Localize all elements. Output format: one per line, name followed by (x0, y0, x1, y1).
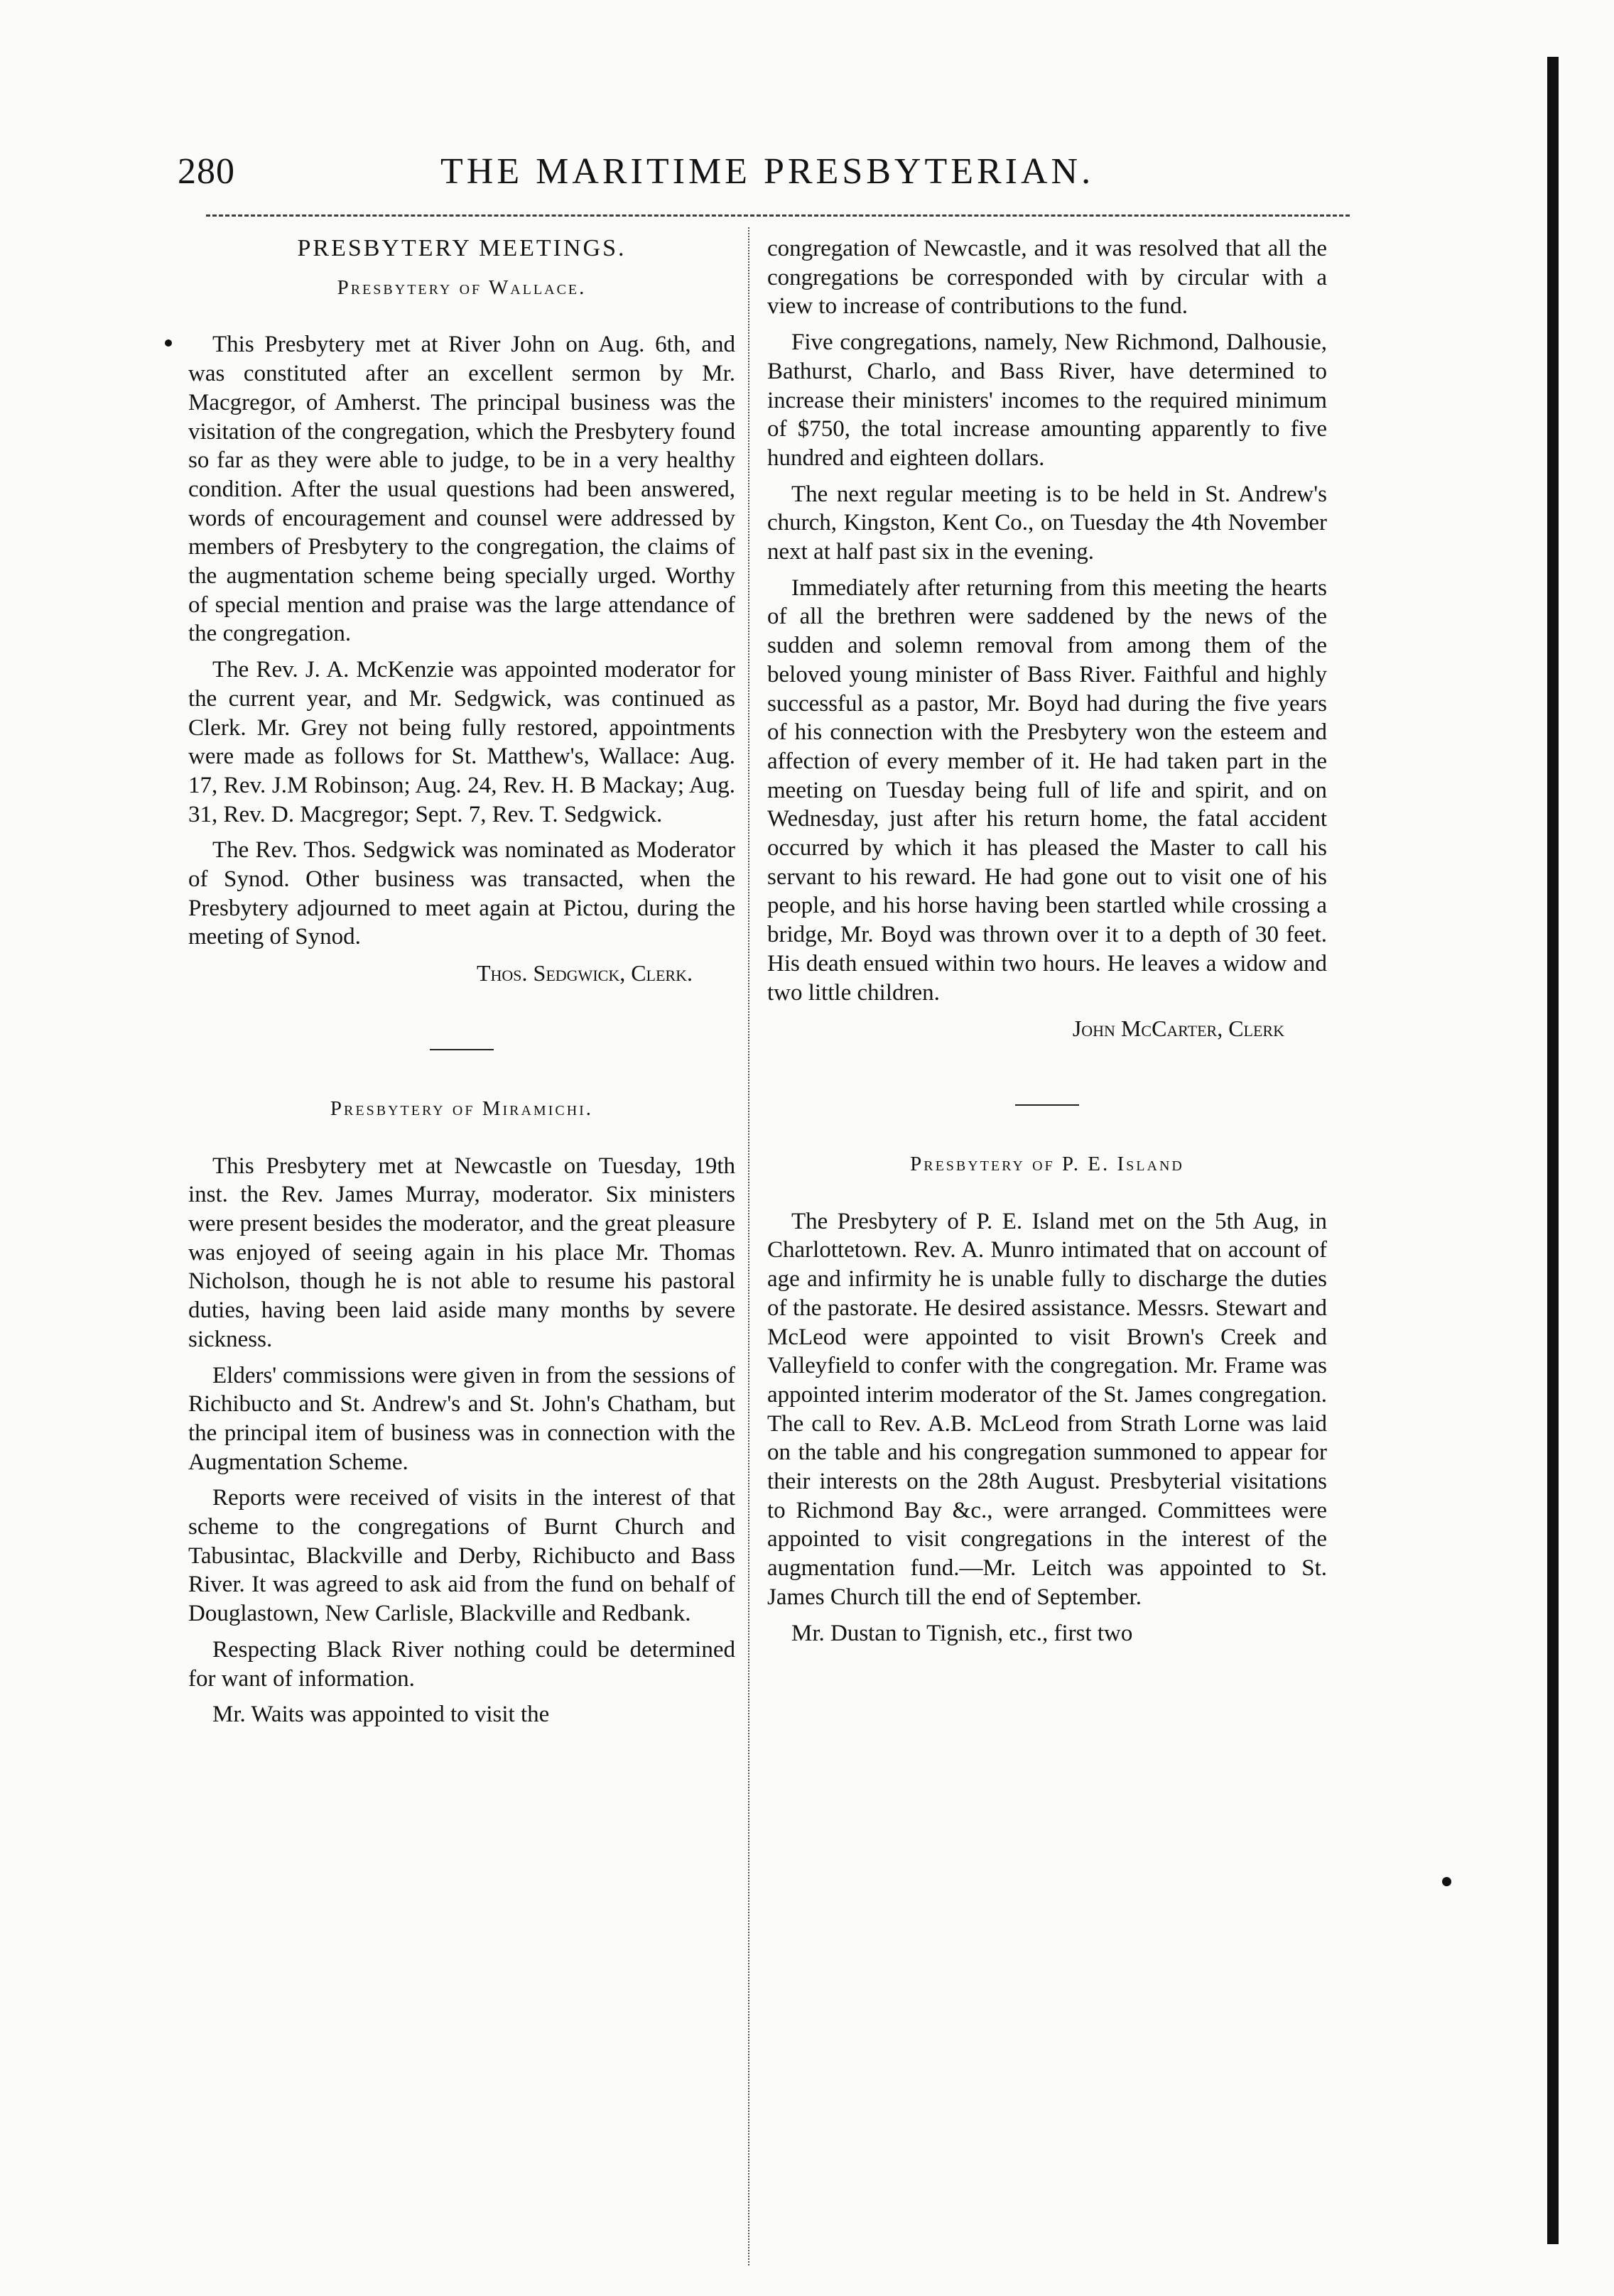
article-paragraph: Elders' commissions were given in from the sessions of Richibucto and St. Andrew's and St. John's Chatham, but the principal item of business was in connection with the Augmentation Scheme. (188, 1362, 735, 1475)
left-column (188, 234, 735, 1736)
article-paragraph: The Rev. J. A. McKenzie was appointed moderator for the current year, and Mr. Sedgwick, was continued as Clerk. Mr. Grey not being fully restored, appointments were made as follows for St. Matthew's, Wallace: Aug. 17, Rev. J.M Robinson; Aug. 24, Rev. H. B Mackay; Aug. 31, Rev. D. Macgregor; Sept. 7, Rev. T. Sedgwick. (188, 657, 735, 827)
right-column (767, 234, 1327, 1655)
journal-title: THE MARITIME PRESBYTERIAN. (440, 151, 1095, 192)
article-paragraph: Reports were received of visits in the interest of that scheme to the congregations of Burnt Church and Tabusintac, Blackville and Derby, Richibucto and Bass River. It was agreed to ask aid from the fund on behalf of Douglastown, New Carlisle, Blackville and Redbank. (188, 1485, 735, 1627)
article-paragraph: This Presbytery met at Newcastle on Tuesday, 19th inst. the Rev. James Murray, moderator. Six ministers were present besides the moderator, and the great pleasure was enjoyed of seeing again in his place Mr. Thomas Nicholson, though he is not able to resume his pastoral duties, having been laid aside many months by severe sickness. (188, 1153, 735, 1352)
scan-speck (1442, 1877, 1451, 1886)
article-paragraph: Respecting Black River nothing could be determined for want of information. (188, 1636, 735, 1692)
article-paragraph: Mr. Dustan to Tignish, etc., first two (791, 1620, 1133, 1646)
article-paragraph: Five congregations, namely, New Richmond, Dalhousie, Bathurst, Charlo, and Bass River, have determined to increase their ministers' incomes to the required minimum of $750, the total increase amounting apparently to five hundred and eighteen dollars. (767, 330, 1327, 471)
article-paragraph: The Rev. Thos. Sedgwick was nominated as Moderator of Synod. Other business was transacted, when the Presbytery adjourned to meet again at Pictou, during the meeting of Synod. (188, 837, 735, 950)
article-paragraph: Immediately after returning from this meeting the hearts of all the brethren were saddened by the news of the sudden and solemn removal from among them of the beloved young minister of Bass River. Faithful and highly successful as a pastor, Mr. Boyd had during the five years of his connection with the Presbytery won the esteem and affection of every member of it. He had taken part in the meeting on Tuesday being full of life and spirit, and on Wednesday, just after his return home, the fatal accident occurred by which it has pleased the Master to call his servant to his reward. He had gone out to visit one of his people, and his horse having been startled while crossing a bridge, Mr. Boyd was thrown over it to a depth of 30 feet. His death ensued within two hours. He leaves a widow and two little children. (767, 575, 1327, 1006)
article-paragraph: The next regular meeting is to be held in St. Andrew's church, Kingston, Kent Co., on Tuesday the 4th November next at half past six in the evening. (767, 481, 1327, 565)
scan-edge-bar (1547, 57, 1559, 2244)
miramichi-heading: Presbytery of Miramichi. (330, 1097, 594, 1120)
page-number: 280 (178, 151, 235, 192)
column-divider (748, 227, 749, 2265)
header-rule (206, 214, 1350, 217)
main-heading: PRESBYTERY MEETINGS. (297, 235, 627, 261)
scan-speck (165, 339, 172, 347)
pei-heading: Presbytery of P. E. Island (910, 1152, 1184, 1175)
article-paragraph: This Presbytery met at River John on Aug. 6th, and was constituted after an excellent sermon by Mr. Macgregor, of Amherst. The principal business was the visitation of the congregation, which the Presbytery found so far as they were able to judge, to be in a very healthy condition. After the usual questions had been answered, words of encouragement and counsel were addressed by members of Presbytery to the congregation, the claims of the augmentation scheme being specially urged. Worthy of special mention and praise was the large attendance of the congregation. (188, 332, 735, 647)
clerk-signature: John McCarter, Clerk (1072, 1016, 1284, 1042)
clerk-signature: Thos. Sedgwick, Clerk. (476, 960, 693, 986)
page-header (178, 139, 1314, 203)
article-paragraph: Mr. Waits was appointed to visit the (212, 1702, 550, 1728)
wallace-heading: Presbytery of Wallace. (337, 276, 587, 299)
article-paragraph: congregation of Newcastle, and it was resolved that all the congregations be corresponded with by circular with a view to increase of contributions to the fund. (767, 236, 1327, 320)
article-paragraph: The Presbytery of P. E. Island met on the 5th Aug, in Charlottetown. Rev. A. Munro intimated that on account of age and infirmity he is unable fully to discharge the duties of the pastorate. He desired assistance. Messrs. Stewart and McLeod were appointed to visit Brown's Creek and Valleyfield to confer with the congregation. Mr. Frame was appointed interim moderator of the St. James congregation. The call to Rev. A.B. McLeod from Strath Lorne was laid on the table and his congregation summoned to appear for their interests on the 28th August. Presbyterial visitations to Richmond Bay &c., were arranged. Committees were appointed to visit congregations in the interest of the augmentation fund.—Mr. Leitch was appointed to St. James Church till the end of September. (767, 1208, 1327, 1610)
